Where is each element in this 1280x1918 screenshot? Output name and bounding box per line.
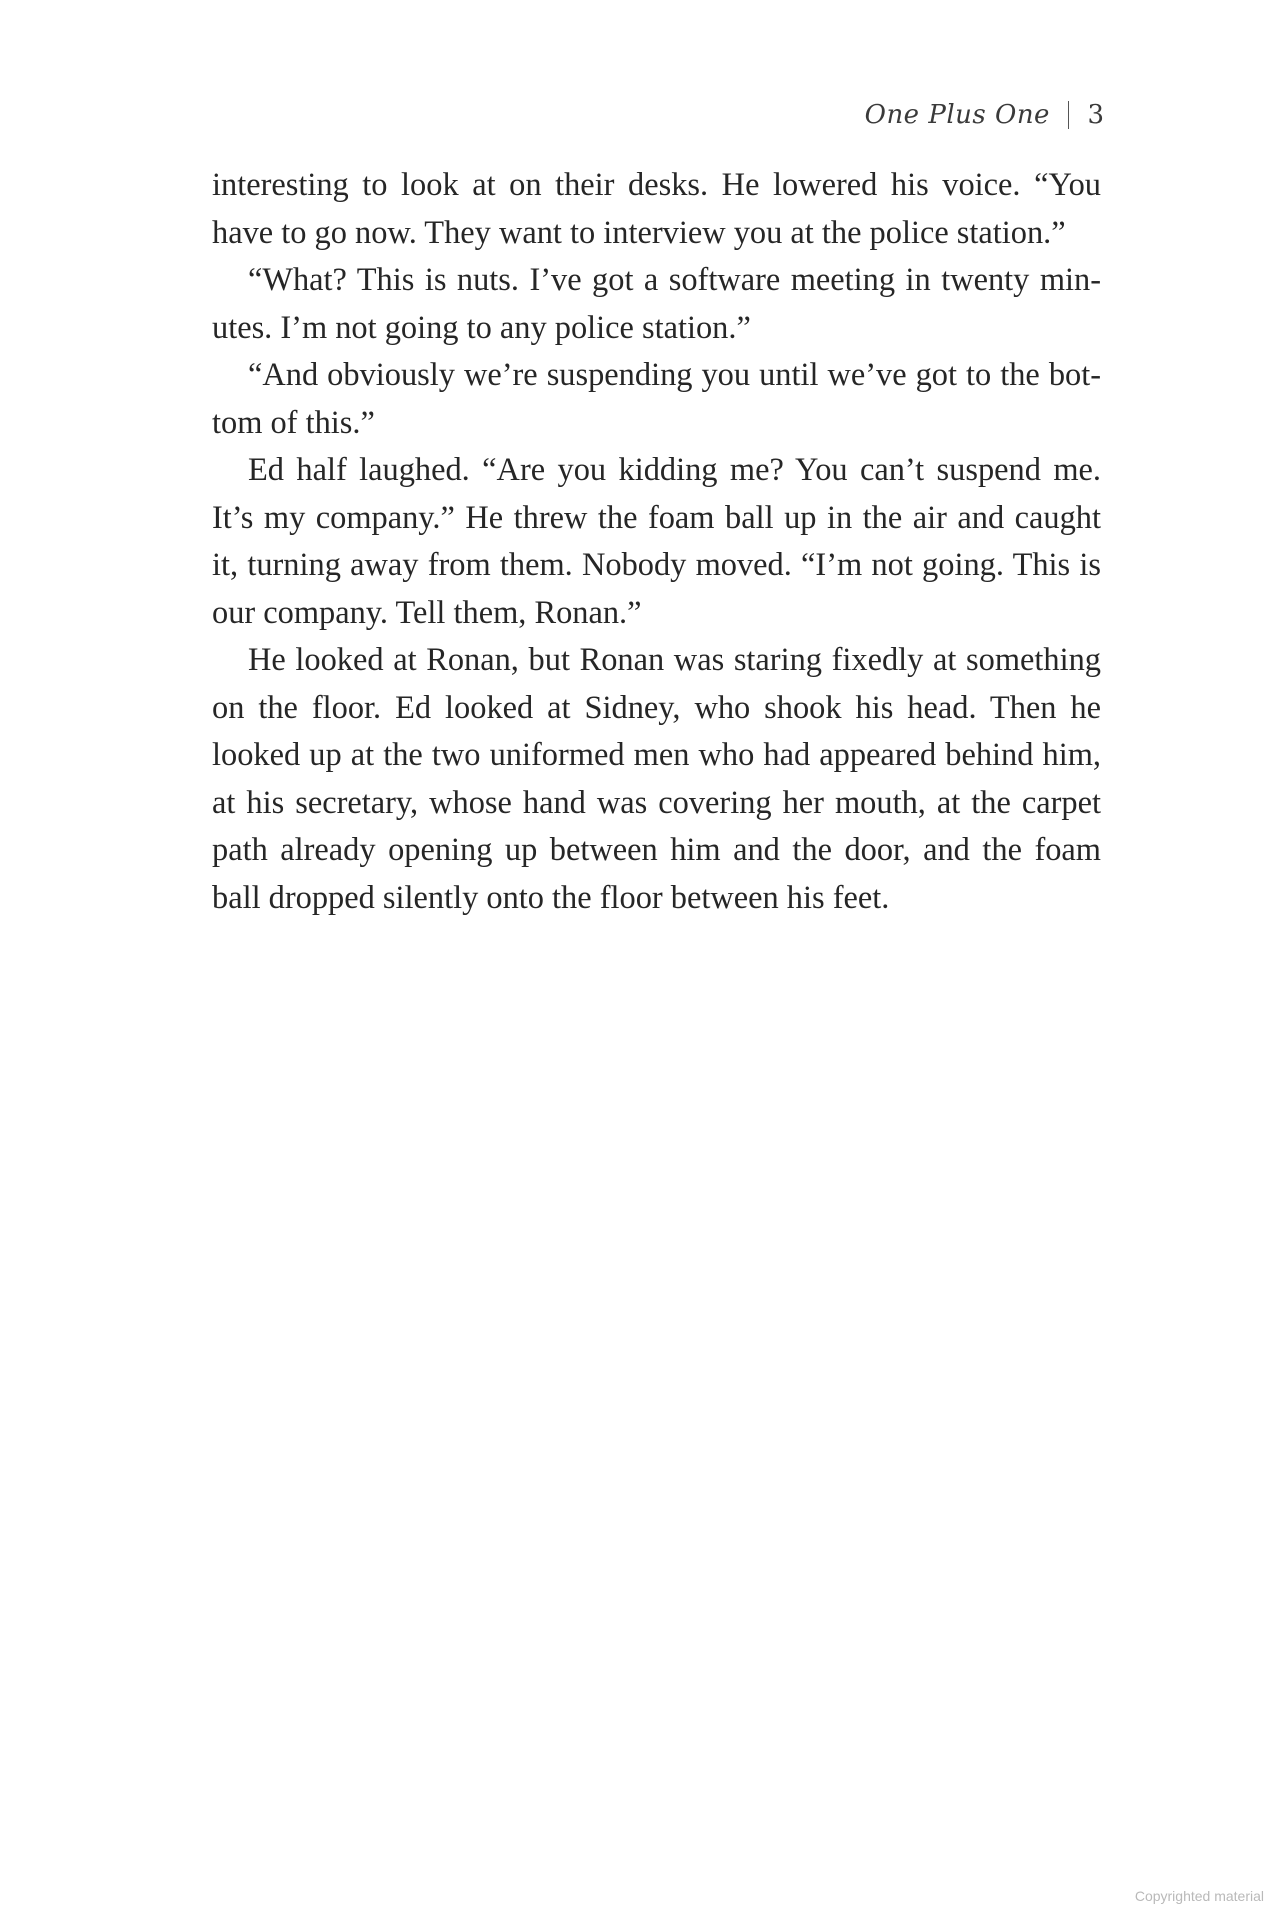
book-title: One Plus One (864, 100, 1050, 130)
paragraph: He looked at Ronan, but Ronan was staring fixedly at something on the floor. Ed looked at Sidney, who shook his head. Then he looked up at the two uniformed men who had appeared behind him, at his secretary, whose hand was covering her mouth, at the carpet path already opening up between him and the door, and the foam ball dropped silently onto the floor between his feet. (212, 642, 1101, 916)
copyright-watermark: Copyrighted material (1134, 1888, 1264, 1904)
paragraph: Ed half laughed. “Are you kidding me? You can’t suspend me. It’s my company.” He threw the foam ball up in the air and caught it, turning away from them. Nobody moved. “I’m not going. This is our company. Tell them, Ronan.” (212, 452, 1101, 631)
body-text (212, 162, 1101, 922)
paragraph: “And obviously we’re suspending you until we’ve got to the bottom of this.” (212, 357, 1101, 441)
running-head (865, 100, 1104, 130)
page-number: 3 (1087, 100, 1104, 130)
header-divider (1068, 101, 1070, 129)
paragraph: interesting to look at on their desks. He lowered his voice. “You have to go now. They want to interview you at the police station.” (212, 167, 1101, 251)
paragraph: “What? This is nuts. I’ve got a software meeting in twenty minutes. I’m not going to any police station.” (212, 262, 1101, 346)
